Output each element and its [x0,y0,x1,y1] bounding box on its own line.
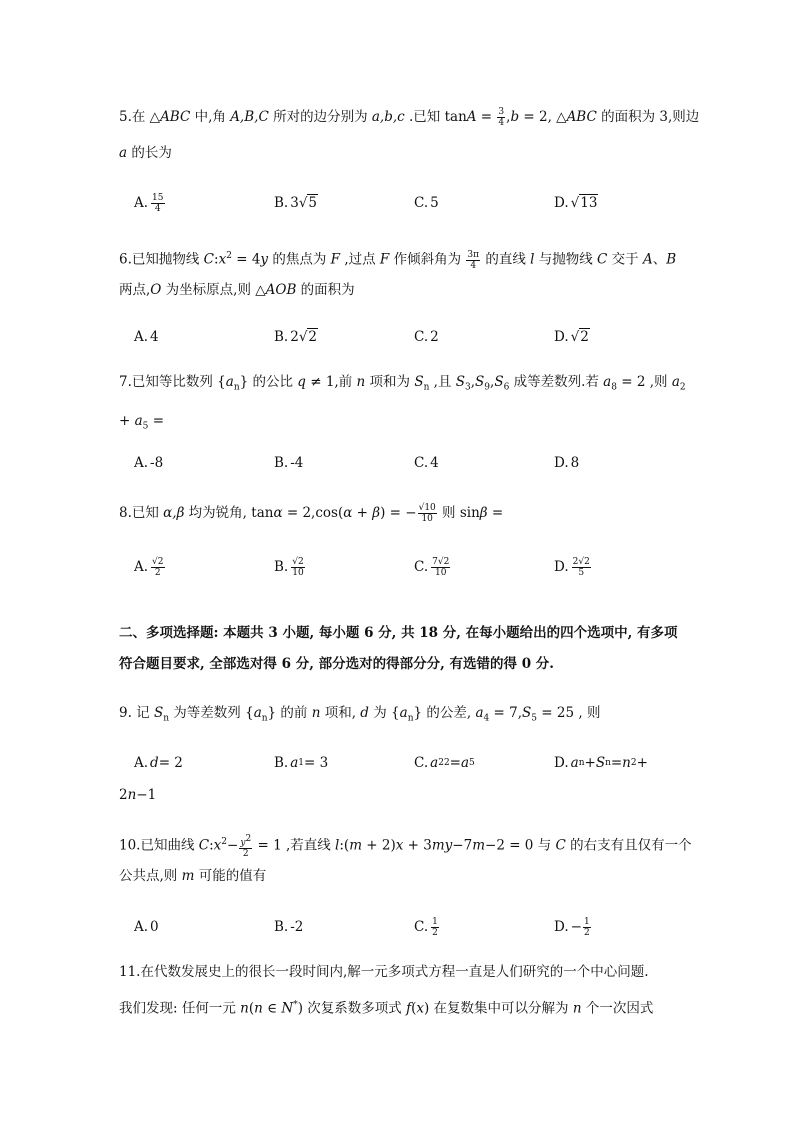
option-d[interactable] [554,188,598,218]
question-10-line-2 [119,866,679,886]
q10-text: :( [339,837,350,854]
q11-text: * [293,1000,298,1010]
question-7-line-1 [119,372,686,398]
numerator: 3 [498,107,505,117]
numerator: √10 [418,503,436,513]
q11-text: n [254,1000,263,1017]
q11-text: ( [411,1000,417,1017]
q10-text: 10.已知曲线 [119,837,199,854]
q8-text: β [479,505,488,521]
q7-text: + [119,413,135,429]
q9-text: a [475,705,484,721]
option-a[interactable] [134,748,183,778]
q8-text: 均为锐角, tan [184,505,274,521]
q6-text: F [330,251,341,268]
option-d[interactable] [554,448,579,478]
section-2-heading: 二、多项选择题: 本题共 3 小题, 每小题 6 分, 共 18 分, 在每小题给出的四个选项中, 有多项 [119,625,678,641]
q9-text: n [163,713,170,724]
option-value: 5 [469,758,475,768]
coefficient: 2 [572,556,579,567]
q6-text: 两点, [119,282,151,298]
fraction [431,557,450,578]
option-value: = 3 [304,755,329,771]
denominator: 4 [154,203,161,214]
option-a[interactable] [134,322,159,352]
option-label: A. [134,755,149,771]
radicand: 2 [308,329,318,345]
fraction [151,193,164,214]
option-value: 2 [119,787,128,803]
q8-text: = 2,cos( [282,505,344,521]
q10-text: m [472,837,486,854]
option-value: n [127,787,137,803]
fraction [497,107,505,128]
option-value: −1 [136,787,157,803]
q9-text: a [253,705,262,721]
option-label: C. [414,755,429,771]
option-value: + [636,755,648,771]
q11-text: f [406,1000,412,1017]
q7-text: 6 [503,382,510,393]
q9-text: } 的前 [267,705,312,721]
q10-text: m [349,837,362,854]
q9-text: S [522,705,532,721]
q7-text: = 2 ,则 [616,374,672,390]
q9-text: n [311,705,321,721]
q10-text: + 2) [362,837,396,854]
q6-text: F [379,251,390,268]
denominator: 2 [583,927,590,938]
q5-text: b [510,109,520,125]
q6-text: 2 [226,251,232,261]
option-a[interactable] [134,448,163,478]
option-value: 1 [298,758,305,768]
q7-text: S [414,374,424,390]
option-label: A. [134,919,149,935]
q6-text: y [260,251,269,268]
radicand: 2 [157,556,164,567]
q7-text: n [356,374,366,390]
option-value: d [150,755,159,771]
question-6-line-1 [119,246,679,271]
radicand: 2 [580,329,589,345]
option-d[interactable] [554,748,648,778]
question-10-options [134,912,674,942]
q11-text: n [240,1000,249,1017]
q5-text: , [506,109,511,125]
q8-text: ) = − [380,505,417,521]
sqrt: √5 [298,195,318,211]
q7-text: 5 [142,421,149,432]
q6-text: = 4 [231,251,261,268]
option-c[interactable] [414,912,440,942]
q6-text: AOB [265,282,297,298]
option-value: = [610,755,623,771]
q10-text: C [555,837,566,854]
numerator: 15 [152,192,164,203]
option-d[interactable] [554,322,590,352]
option-a[interactable] [134,912,159,942]
q6-text: 的焦点为 [268,251,331,268]
option-label: B. [274,919,289,935]
option-value: n [578,758,585,768]
fraction [291,557,304,578]
option-label: C. [414,329,429,345]
q9-text: n [407,713,414,724]
q11-text: ( [248,1000,255,1017]
q11-text: 我们发现: 任何一元 [119,1000,241,1017]
q5-text: 所对的边分别为 [268,109,372,125]
q7-text: S [455,374,465,390]
option-label: C. [414,919,429,935]
option-value: 2 [443,758,450,768]
denominator: 10 [421,514,433,524]
q7-text: = [148,413,165,429]
option-label: D. [554,755,569,771]
option-value: 2 [430,329,439,345]
q6-text: B [666,251,677,268]
question-9-option-d-continued [119,785,679,805]
question-11-line-2 [119,995,679,1019]
option-value: 2 [290,329,299,345]
q6-text: 的面积为 [296,282,355,298]
q8-text: α [273,505,283,521]
q7-text: 3 [465,382,471,393]
question-6-options [134,322,674,352]
q7-text: a [671,374,680,390]
option-label: C. [414,559,429,575]
denominator: 2 [432,927,438,938]
numerator-base: y [240,837,246,848]
q7-text: , [470,374,476,390]
question-10-line-1 [119,832,692,859]
q6-text: x [218,251,227,268]
q9-text: = 7, [489,705,523,721]
q9-text: } 的公差, [413,705,476,721]
option-label: A. [134,455,149,471]
fraction [151,557,164,578]
option-value: -8 [150,455,164,471]
q5-text: A [466,109,477,125]
option-d[interactable] [554,552,592,582]
option-label: A. [134,195,149,211]
q5-text: = 2, △ [519,109,567,125]
option-value: 8 [570,455,580,471]
option-b[interactable] [274,188,318,218]
q5-text: ABC [160,109,191,125]
q10-text: x [213,837,222,854]
q11-text: ) 次复系数多项式 [297,1000,407,1017]
option-value: n [622,755,631,771]
option-value: = 2 [158,755,183,771]
radicand: 2 [443,556,450,567]
fraction [239,834,252,859]
q10-text: + 3 [403,837,432,854]
radicand: 5 [308,195,318,211]
q7-text: ,且 [429,374,456,390]
option-value: a [460,755,470,771]
question-5-line-2 [119,143,679,163]
radicand: 13 [580,195,598,211]
q7-text: 7.已知等比数列 { [119,374,226,390]
q6-text: : [214,251,219,268]
q10-text: C [198,837,210,854]
q6-text: 、 [652,251,667,268]
q7-text: 9 [484,382,491,393]
q9-text: d [360,705,369,721]
q6-text: l [530,251,535,268]
option-label: A. [134,559,149,575]
q6-text: 交于 [607,251,643,268]
q7-text: a [225,374,234,390]
q6-text: 的直线 [481,251,531,268]
q10-text: x [395,837,404,854]
q5-text: 中,角 [190,109,231,125]
option-value: 3 [290,195,299,211]
denominator: 4 [470,260,477,271]
option-label: D. [554,559,569,575]
q6-text: C [203,251,215,268]
q11-text: n [572,1000,582,1017]
denominator: 4 [498,118,505,128]
q10-text: 2 [221,837,228,847]
option-value: 4 [430,455,439,471]
coefficient: 7 [432,556,438,567]
option-label: D. [554,455,569,471]
q7-text: } 的公比 [239,374,298,390]
q7-text: 8 [611,382,617,393]
question-9-line-1 [119,703,679,729]
q5-text: ABC [566,109,597,125]
q9-text: 为 { [368,705,400,721]
radicand: 10 [424,503,436,513]
q9-text: a [399,705,408,721]
option-b[interactable] [274,448,303,478]
option-b[interactable] [274,322,318,352]
q9-text: 4 [483,713,490,724]
q5-text: A,B,C [230,109,269,125]
q5-text: 的长为 [127,145,172,161]
denominator: 10 [435,567,447,578]
option-c[interactable] [414,322,439,352]
option-value: -4 [290,455,304,471]
q5-text: 的面积为 3,则边 [596,109,700,125]
question-5-line-1 [119,107,700,128]
q7-text: 2 [679,382,686,393]
q7-text: S [475,374,485,390]
sqrt: √2 [298,329,318,345]
option-a[interactable] [134,188,166,218]
q10-text: = 1 ,若直线 [253,837,336,854]
option-b[interactable] [274,912,303,942]
q7-text: q [297,374,306,390]
option-value: 2 [438,758,444,768]
q8-text: α,β [163,505,185,521]
q7-text: 项和为 [365,374,415,390]
q6-text: 与抛物线 [534,251,598,268]
q10-text: 公共点,则 [119,868,182,884]
q11-text: 个一次因式 [581,1000,654,1017]
sqrt: √2 [570,329,589,345]
option-label: B. [274,455,289,471]
q6-text: 6.已知抛物线 [119,251,204,268]
q8-text: + [352,505,373,521]
option-label: B. [274,329,289,345]
numerator: √2 [292,556,304,567]
fraction [572,557,591,578]
option-value: a [430,755,439,771]
section-2-heading-continued: 符合题目要求, 全部选对得 6 分, 部分选对的得部分分, 有选错的得 0 分. [119,656,554,672]
denominator: 2 [242,848,249,859]
option-c[interactable] [414,552,451,582]
option-sign: − [570,919,582,935]
radicand: 2 [297,556,304,567]
numerator-exponent: 2 [245,833,252,844]
option-d[interactable] [554,912,592,942]
option-label: D. [554,329,569,345]
q5-text: a [119,145,128,161]
q10-text: − [227,837,239,854]
q11-text: ) 在复数集中可以分解为 [423,1000,573,1017]
fraction [431,917,439,938]
option-label: B. [274,559,289,575]
numerator: √2 [152,556,164,567]
option-value: n [605,758,611,768]
option-value: 4 [150,329,159,345]
question-9-options [134,748,674,778]
option-label: C. [414,455,429,471]
q5-text: 5.在 △ [119,109,161,125]
q6-text: ,过点 [340,251,380,268]
option-c[interactable] [414,188,439,218]
q10-text: 的右支有且仅有一个 [565,837,692,854]
q5-text: a,b,c [371,109,405,125]
question-8-line-1 [119,503,679,524]
q9-text: = 25 , 则 [537,705,601,721]
numerator [239,834,252,849]
option-label: B. [274,755,289,771]
option-b[interactable] [274,552,306,582]
q10-text: l [335,837,340,854]
q9-text: 9. 记 [119,705,154,721]
q9-text: 5 [531,713,538,724]
q6-text: O [150,282,162,298]
q10-text: : [209,837,214,854]
q10-text: −2 = 0 与 [485,837,556,854]
option-a[interactable] [134,552,166,582]
denominator: 5 [578,567,585,578]
option-value: 2 [630,758,637,768]
q5-text: .已知 tan [404,109,467,125]
q10-text: m [181,868,195,884]
q9-text: 为等差数列 { [169,705,254,721]
q11-text: N [281,1000,294,1017]
q7-text: a [134,413,143,429]
fraction [418,503,437,524]
option-value: 0 [150,919,159,935]
fraction [583,917,591,938]
q8-text: = [487,505,504,521]
q8-text: α [343,505,353,521]
q6-text: 作倾斜角为 [389,251,466,268]
q7-text: n [423,382,430,393]
fraction [466,250,480,271]
option-label: C. [414,195,429,211]
option-c[interactable] [414,748,475,778]
option-value: a [290,755,299,771]
q7-text: , [490,374,495,390]
option-value: 5 [430,195,439,211]
question-7-line-2 [119,411,679,437]
numerator: 7√2 [432,556,450,567]
q6-text: 为坐标原点,则 △ [161,282,266,298]
q10-text: −7 [452,837,473,854]
question-7-options [134,448,674,478]
question-5-options [134,188,674,218]
option-label: D. [554,919,569,935]
option-label: A. [134,329,149,345]
denominator: 2 [154,567,161,578]
q11-text: x [416,1000,424,1017]
option-c[interactable] [414,448,439,478]
sqrt: √13 [570,195,598,211]
q10-text: my [431,837,453,854]
q10-text: 可能的值有 [194,868,267,884]
question-6-line-2 [119,280,679,300]
option-value: + [584,755,596,771]
question-8-options [134,552,674,582]
question-11-line-1: 11.在代数发展史上的很长一段时间内,解一元多项式方程一直是人们研究的一个中心问题. [119,964,649,980]
option-value: = [449,755,461,771]
q11-text: ∈ [262,1000,282,1017]
q9-text: S [153,705,164,721]
q7-text: a [603,374,612,390]
q6-text: A [642,251,653,268]
option-label: B. [274,195,289,211]
q5-text: = [476,109,497,125]
q7-text: S [494,374,504,390]
denominator: 10 [292,567,304,578]
q8-text: 8.已知 [119,505,164,521]
q7-text: ≠ 1,前 [305,374,357,390]
option-b[interactable] [274,748,328,778]
q9-text: n [261,713,268,724]
numerator: 1 [432,916,438,927]
q6-text: C [597,251,608,268]
q9-text: 项和, [320,705,361,721]
numerator: 3π [467,249,480,260]
option-value: -2 [290,919,304,935]
q7-text: n [233,382,240,393]
numerator: 1 [583,916,590,927]
q8-text: β [372,505,381,521]
q8-text: 则 sin [437,505,480,521]
radicand: 2 [584,556,590,567]
q7-text: 成等差数列.若 [509,374,604,390]
option-value: S [595,755,606,771]
option-value: a [570,755,579,771]
option-label: D. [554,195,569,211]
numerator: 2√2 [572,556,590,567]
